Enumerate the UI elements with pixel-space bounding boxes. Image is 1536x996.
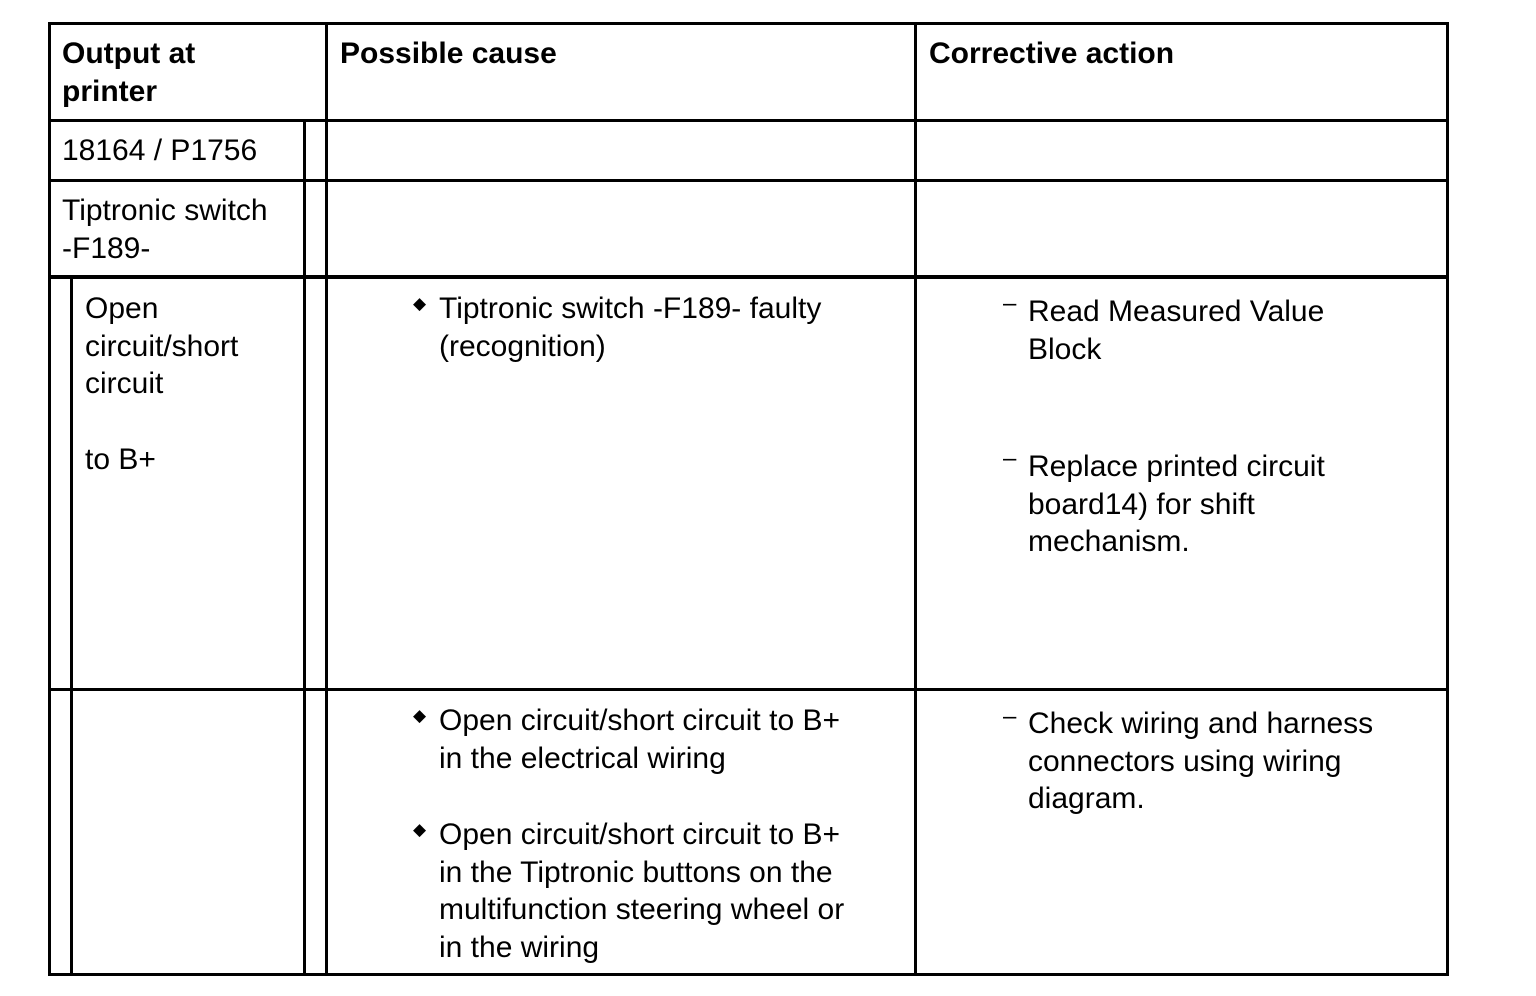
corrective-action-item: Read Measured Value Block <box>1028 295 1325 366</box>
dash-bullet-icon: – <box>1003 703 1017 730</box>
table-border-top <box>48 22 1449 25</box>
table-border-left <box>48 22 51 976</box>
corrective-action-item: Replace printed circuit board14) for shift mechanism. <box>1028 450 1325 558</box>
table-border-right <box>1446 22 1449 976</box>
possible-cause-item: Open circuit/short circuit to B+ in the electrical wiring <box>439 704 840 775</box>
diamond-bullet-icon: ◆ <box>413 706 427 725</box>
header-corrective-action: Corrective action <box>929 37 1175 70</box>
dash-bullet-icon: – <box>1003 290 1017 317</box>
possible-cause-item: Open circuit/short circuit to B+ in the Tiptronic buttons on the multifunction steering wheel or in the wiring <box>439 818 845 964</box>
column-divider <box>303 119 306 976</box>
fault-condition: Open circuit/short circuit <box>85 292 239 400</box>
table-border-bottom <box>48 973 1449 976</box>
fault-code: 18164 / P1756 <box>62 134 258 167</box>
column-divider <box>325 22 328 976</box>
diamond-bullet-icon: ◆ <box>413 294 427 313</box>
diamond-bullet-icon: ◆ <box>413 820 427 839</box>
header-possible-cause: Possible cause <box>340 37 557 70</box>
header-output-at-printer: Output at printer <box>62 37 196 108</box>
fault-condition-extra: to B+ <box>85 443 156 476</box>
row-divider <box>48 688 1449 691</box>
row-divider <box>48 179 1449 182</box>
possible-cause-item: Tiptronic switch -F189- faulty (recognition) <box>439 292 822 363</box>
component-name: Tiptronic switch -F189- <box>62 194 268 265</box>
corrective-action-item: Check wiring and harness connectors using wiring diagram. <box>1028 707 1374 815</box>
column-divider <box>914 22 917 976</box>
indent-divider <box>70 277 73 976</box>
header-divider <box>48 119 1449 122</box>
dash-bullet-icon: – <box>1003 445 1017 472</box>
row-divider <box>48 275 1449 279</box>
